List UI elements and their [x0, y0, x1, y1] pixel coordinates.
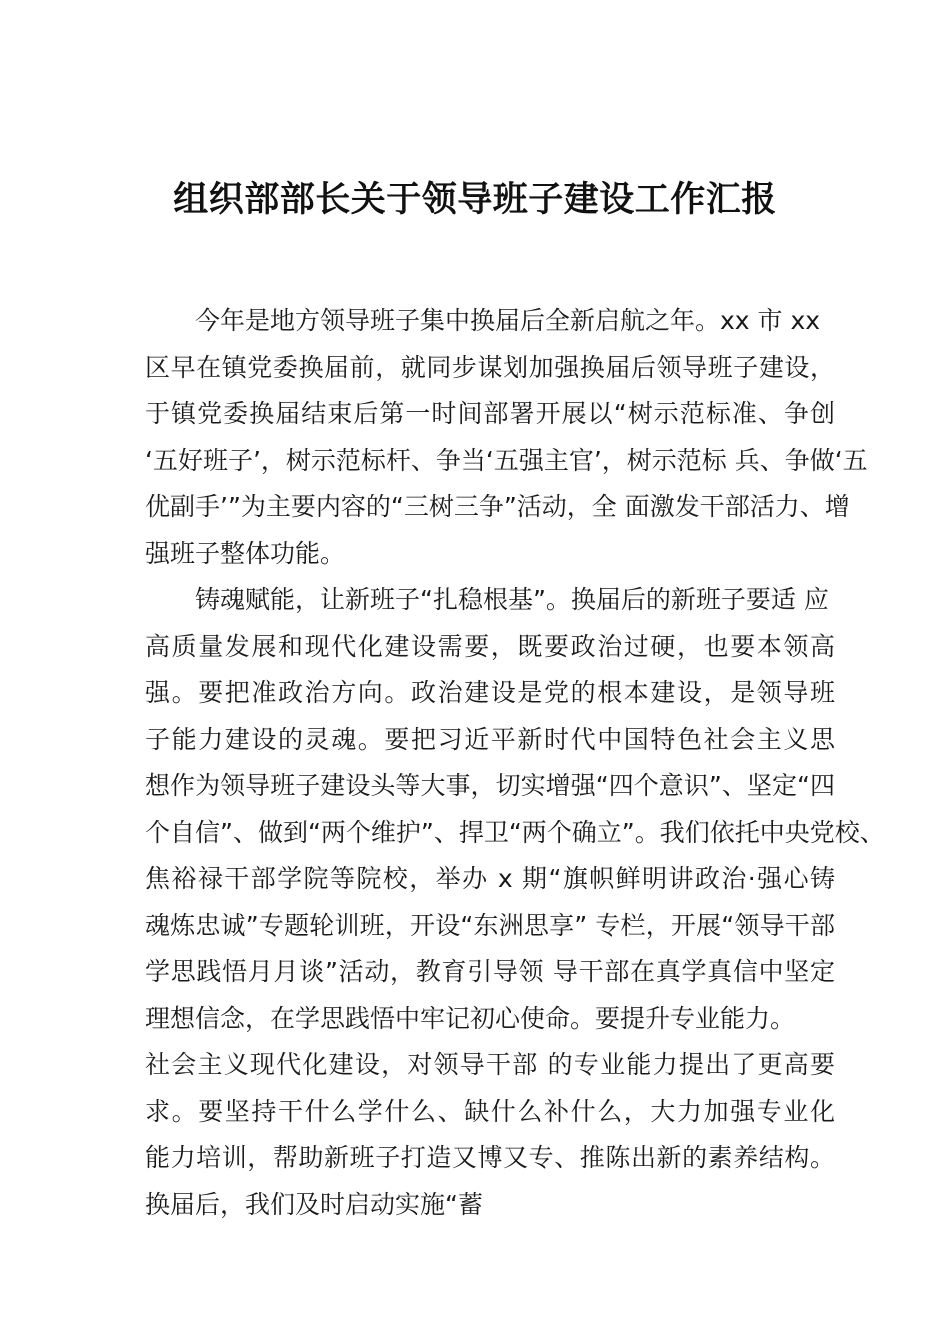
paragraph-line: 魂炼忠诚”专题轮训班，开设“东洲思享” 专栏，开展“领导干部 — [145, 910, 835, 940]
paragraph-line: 换届后，我们及时启动实施“蓄 — [145, 1189, 483, 1219]
paragraph-line: 个自信”、做到“两个维护”、捍卫“两个确立”。我们依托中央党校、 — [145, 817, 885, 847]
paragraph-line: 强。要把准政治方向。政治建设是党的根本建设，是领导班 — [145, 678, 835, 707]
paragraph-line: 高质量发展和现代化建设需要，既要政治过硬，也要本领高 — [145, 631, 835, 661]
document-body — [145, 298, 885, 1228]
paragraph-line: 能力培训，帮助新班子打造又博又专、推陈出新的素养结构。 — [145, 1143, 835, 1172]
paragraph-line: 今年是地方领导班子集中换届后全新启航之年。xx 市 xx — [195, 306, 821, 335]
paragraph-line: 焦裕禄干部学院等院校，举办 x 期“旗帜鲜明讲政治·强心铸 — [145, 864, 835, 893]
paragraph-line: 想作为领导班子建设头等大事，切实增强“四个意识”、坚定“四 — [145, 771, 835, 800]
paragraph-line: 强班子整体功能。 — [145, 538, 346, 568]
paragraph-line: 子能力建设的灵魂。要把习近平新时代中国特色社会主义思 — [145, 724, 835, 754]
paragraph-line: 理想信念，在学思践悟中牢记初心使命。要提升专业能力。 — [145, 1003, 796, 1033]
paragraph-line: 学思践悟月月谈”活动，教育引导领 导干部在真学真信中坚定 — [145, 957, 835, 986]
paragraph-line: 区早在镇党委换届前，就同步谋划加强换届后领导班子建设， — [145, 352, 835, 382]
paragraph-line: 铸魂赋能，让新班子“扎稳根基”。换届后的新班子要适 应 — [195, 585, 829, 614]
document-title: 组织部部长关于领导班子建设工作汇报 — [173, 179, 777, 220]
paragraph-line: 社会主义现代化建设，对领导干部 的专业能力提出了更高要 — [145, 1050, 835, 1079]
paragraph-line: 优副手’”为主要内容的“三树三争”活动，全 面激发干部活力、增 — [145, 492, 850, 521]
paragraph-line: 于镇党委换届结束后第一时间部署开展以“树示范标准、争创 — [145, 399, 835, 428]
paragraph-line: ‘五好班子’，树示范标杆、争当‘五强主官’，树示范标 兵、争做‘五 — [145, 445, 868, 475]
paragraph-line: 求。要坚持干什么学什么、缺什么补什么，大力加强专业化 — [145, 1096, 835, 1126]
